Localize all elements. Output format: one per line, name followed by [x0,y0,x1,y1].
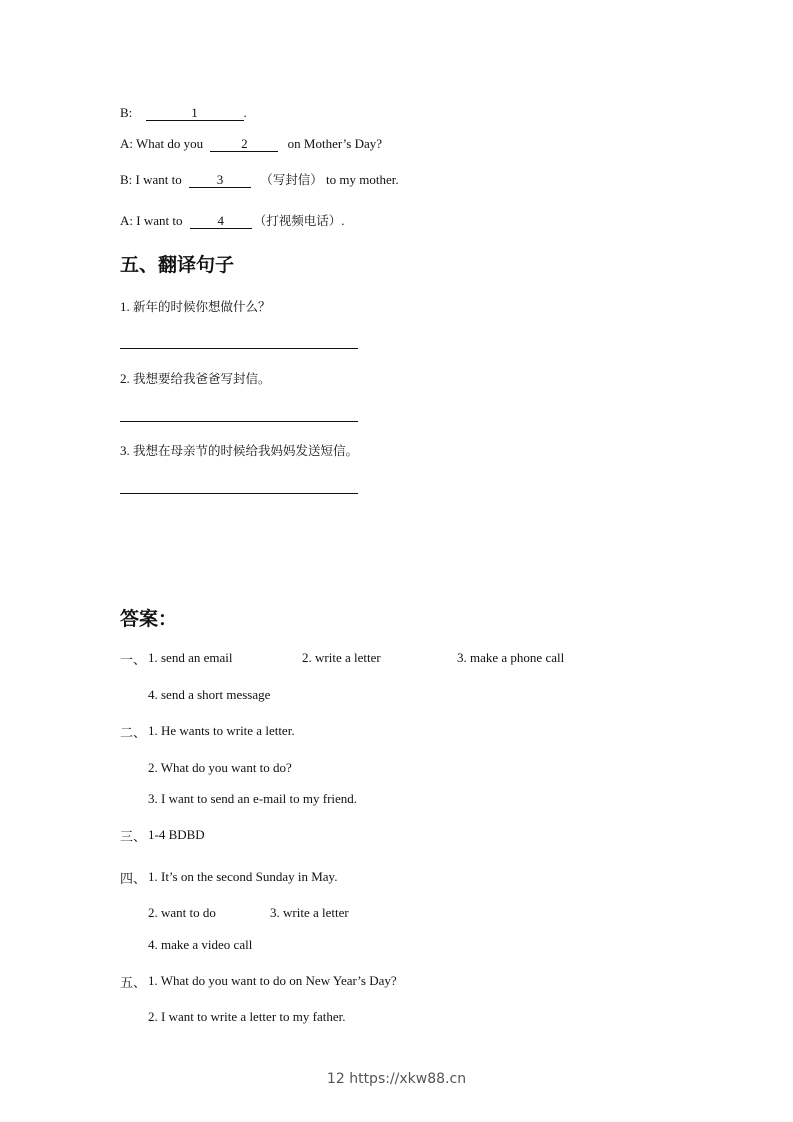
answer-4-2: 2. want to do [148,905,216,920]
answers-title: 答案： [120,608,178,630]
dialogue-line-4 [120,213,344,229]
answer-4-3: 3. write a letter [270,905,349,920]
answer-line-1[interactable] [120,348,358,349]
question-number: 1. [120,299,130,314]
question-2 [120,369,271,387]
blank-4[interactable]: 4 [190,214,252,229]
question-3 [120,441,358,459]
question-number: 2. [120,371,130,386]
prefix-text: B: I want to [120,172,182,187]
page-number: 12 [326,1071,345,1087]
answer-section-4-label: 四、 [120,872,147,887]
hint-text: （写封信） [260,172,323,187]
dialogue-line-3 [120,172,399,188]
answer-5-1: 1. What do you want to do on New Year’s Day? [148,973,397,988]
answer-1-3: 3. make a phone call [457,650,565,665]
speaker-text: B: [120,105,133,120]
question-text: 新年的时候你想做什么？ [133,299,271,314]
answer-section-3-label: 三、 [120,830,147,845]
answer-2-3: 3. I want to send an e-mail to my friend. [148,791,358,806]
suffix-text: . [243,105,247,120]
answer-line-3[interactable] [120,493,358,494]
answer-1-4: 4. send a short message [148,687,271,702]
blank-1[interactable]: 1 [146,106,244,121]
question-1 [120,297,271,315]
prefix-text: A: I want to [120,213,183,228]
blank-3[interactable]: 3 [189,173,251,188]
answer-1-2: 2. write a letter [302,650,381,665]
dialogue-line-1 [120,105,247,121]
section-title: 五、翻译句子 [120,254,235,276]
answer-section-2-label: 二、 [120,726,147,741]
hint-text: （打视频电话） [253,213,342,228]
answer-2-1: 1. He wants to write a letter. [148,723,295,738]
answer-section-5-label: 五、 [120,976,147,991]
question-number: 3. [120,443,130,458]
answer-5-2: 2. I want to write a letter to my father. [148,1009,346,1024]
prefix-text: A: What do you [120,136,204,151]
answer-4-4: 4. make a video call [148,937,253,952]
suffix-text: on Mother’s Day? [287,136,383,151]
question-text: 我想要给我爸爸写封信。 [133,371,271,386]
dialogue-line-2 [120,136,382,152]
answer-line-2[interactable] [120,421,358,422]
question-text: 我想在母亲节的时候给我妈妈发送短信。 [133,443,359,458]
answer-2-2: 2. What do you want to do? [148,760,292,775]
footer-url[interactable]: https://xkw88.cn [349,1071,467,1087]
blank-2[interactable]: 2 [210,137,278,152]
answer-4-1: 1. It’s on the second Sunday in May. [148,869,338,884]
suffix-text: to my mother. [326,172,399,187]
answer-3-1: 1-4 BDBD [148,827,205,842]
suffix-text: . [341,213,345,228]
answer-1-1: 1. send an email [148,650,233,665]
page-footer [0,1071,793,1087]
answer-section-1-label: 一、 [120,653,147,668]
